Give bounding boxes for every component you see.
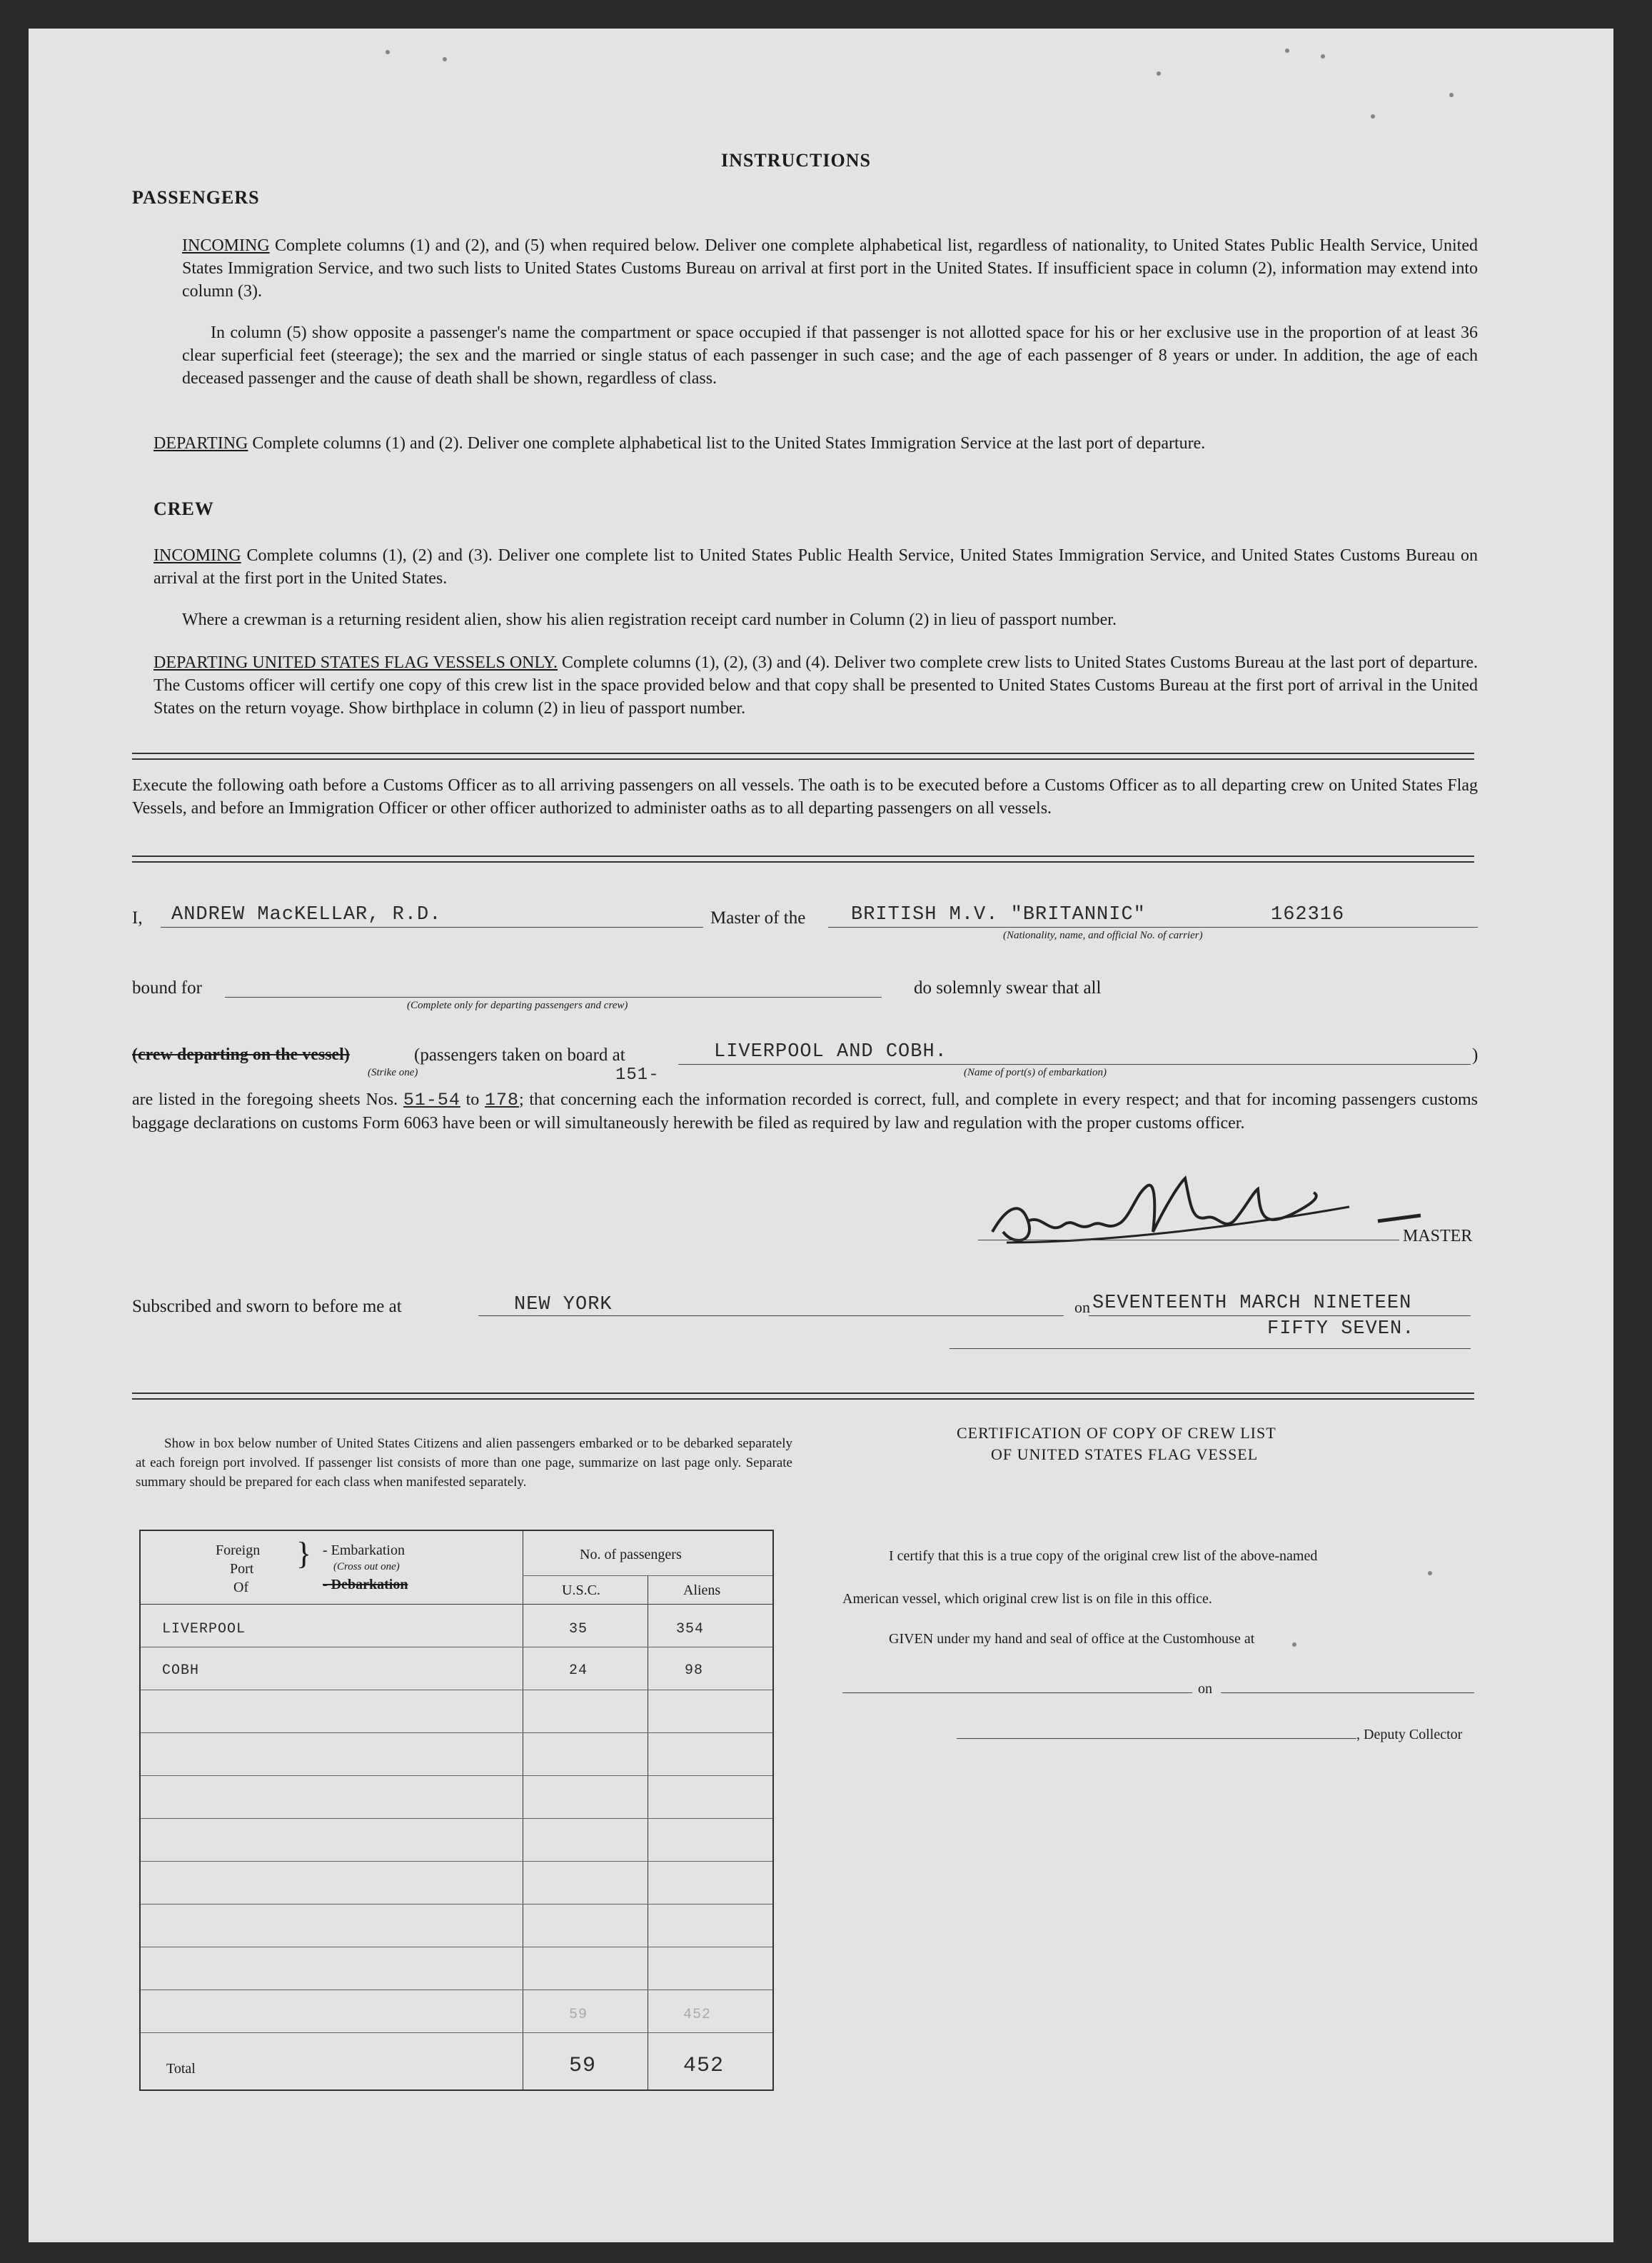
passengers-departing-text: Complete columns (1) and (2). Deliver one complete alphabetical list to the United States Immigration Service at the last port of departure. bbox=[252, 434, 1206, 453]
cert-title-1: CERTIFICATION OF COPY OF CREW LIST bbox=[957, 1424, 1276, 1442]
sheet-from: 51-54 bbox=[403, 1090, 460, 1110]
passengers-incoming-paragraph bbox=[182, 234, 1478, 303]
master-signature bbox=[978, 1164, 1435, 1264]
column5-paragraph: In column (5) show opposite a passenger's name the compartment or space occupied if that passenger is not allotted space for his or her exclusive use in the proportion of at least 36 clear superficial feet (steerage); the sex and the married or single status of each passenger in such case; and the age of each passenger of 8 years or under. In addition, the age of each deceased passenger and the cause of death shall be shown, regardless of class. bbox=[182, 323, 1478, 388]
sheet-to-upper: 151- bbox=[615, 1065, 660, 1085]
total-usc: 59 bbox=[569, 2054, 597, 2078]
scan-speck bbox=[1428, 1571, 1432, 1575]
bound-for-caption: (Complete only for departing passengers and crew) bbox=[407, 1000, 628, 1011]
scan-speck bbox=[1321, 54, 1325, 59]
scan-speck bbox=[386, 50, 390, 54]
vessel-caption: (Nationality, name, and official No. of carrier) bbox=[1003, 930, 1203, 941]
listed-paragraph bbox=[132, 1088, 1478, 1135]
scan-speck bbox=[443, 57, 447, 61]
table-divider bbox=[141, 1604, 772, 1605]
crew-departing-label: DEPARTING UNITED STATES FLAG VESSELS ONLY. bbox=[153, 653, 558, 672]
faint-usc: 59 bbox=[569, 2007, 588, 2023]
instructions-title: INSTRUCTIONS bbox=[721, 150, 871, 171]
divider bbox=[132, 1393, 1474, 1394]
no-passengers-header: No. of passengers bbox=[580, 1547, 682, 1562]
master-label: MASTER bbox=[1403, 1227, 1473, 1245]
given-text: GIVEN under my hand and seal of office at the Customhouse at bbox=[889, 1631, 1255, 1647]
cross-out-caption: (Cross out one) bbox=[333, 1561, 400, 1572]
col-of: Of bbox=[233, 1580, 249, 1595]
listed-label: are listed in the foregoing sheets Nos. bbox=[132, 1090, 398, 1109]
debarkation-label: - Debarkation bbox=[323, 1577, 408, 1592]
passenger-summary-table bbox=[139, 1530, 774, 2091]
bound-for-line bbox=[225, 997, 882, 998]
row-line bbox=[141, 1818, 772, 1819]
table-divider bbox=[523, 1575, 772, 1576]
crew-departing-text: Complete columns (1), (2), (3) and (4). Deliver two complete crew lists to United States Customs Bureau at the last port of departure. The Customs officer will certify one copy of this crew list in the space provided below and that copy shall be presented to United States Customs Bureau at the first port of arrival in the United States on the return voyage. Show birthplace in column (2) in lieu of passport number. bbox=[153, 653, 1478, 718]
ports-caption: (Name of port(s) of embarkation) bbox=[964, 1067, 1107, 1078]
official-number: 162316 bbox=[1271, 904, 1345, 925]
close-paren: ) bbox=[1472, 1045, 1479, 1065]
date-line-2: FIFTY SEVEN. bbox=[1267, 1318, 1415, 1340]
scan-speck bbox=[1292, 1642, 1296, 1647]
vessel-line bbox=[828, 927, 1478, 928]
extra-date-line bbox=[950, 1348, 1471, 1349]
date-line bbox=[1089, 1315, 1471, 1316]
master-name-line bbox=[161, 927, 703, 928]
scan-speck bbox=[1449, 93, 1454, 97]
strike-caption: (Strike one) bbox=[368, 1067, 418, 1078]
crew-heading: CREW bbox=[153, 498, 214, 519]
listed-rest: ; that concerning each the information recorded is correct, full, and complete in every respect; and that for incoming passengers customs baggage declarations on customs Form 6063 have been or will simultaneously herewith be filed as required by law and regulation with the proper customs officer. bbox=[132, 1090, 1479, 1133]
usc-header: U.S.C. bbox=[562, 1582, 600, 1598]
cert-title-2: OF UNITED STATES FLAG VESSEL bbox=[991, 1445, 1259, 1463]
master-of-label: Master of the bbox=[710, 908, 806, 928]
divider bbox=[132, 1398, 1474, 1400]
row-line bbox=[141, 1989, 772, 1990]
bound-for-label: bound for bbox=[132, 978, 202, 998]
scan-speck bbox=[1371, 114, 1375, 119]
crew-departing-struck: (crew departing on the vessel) bbox=[132, 1045, 350, 1064]
scan-speck bbox=[1285, 49, 1289, 53]
row-line bbox=[141, 1775, 772, 1776]
divider bbox=[132, 758, 1474, 760]
crew-resident-paragraph: Where a crewman is a returning resident alien, show his alien registration receipt card number in Column (2) in lieu of passport number. bbox=[182, 611, 1117, 629]
divider bbox=[132, 855, 1474, 857]
row-port: COBH bbox=[162, 1662, 200, 1679]
row-usc: 24 bbox=[569, 1662, 588, 1679]
swear-label: do solemnly swear that all bbox=[914, 978, 1102, 998]
sworn-place-line bbox=[478, 1315, 1064, 1316]
aliens-header: Aliens bbox=[683, 1582, 721, 1598]
cert-date-line bbox=[1221, 1692, 1474, 1693]
crew-incoming-text: Complete columns (1), (2) and (3). Deliver one complete list to United States Public Health Service, United States Immigration Service, and United States Customs Bureau on arrival at the first port in the United States. bbox=[153, 546, 1479, 588]
deputy-label: , Deputy Collector bbox=[1356, 1727, 1463, 1742]
passengers-departing-label: DEPARTING bbox=[153, 434, 248, 453]
ports-line bbox=[678, 1064, 1471, 1065]
to-label: to bbox=[465, 1090, 480, 1109]
faint-aliens: 452 bbox=[683, 2007, 712, 2023]
passengers-heading: PASSENGERS bbox=[132, 187, 260, 208]
certify-text-2: American vessel, which original crew list is on file in this office. bbox=[842, 1591, 1212, 1607]
divider bbox=[132, 861, 1474, 863]
certify-text: I certify that this is a true copy of the original crew list of the above-named bbox=[889, 1548, 1318, 1564]
on-label: on bbox=[1074, 1298, 1090, 1316]
scan-speck bbox=[1157, 71, 1161, 76]
date-line-1: SEVENTEENTH MARCH NINETEEN bbox=[1092, 1293, 1412, 1314]
vessel-name: BRITISH M.V. "BRITANNIC" bbox=[851, 904, 1146, 925]
oath-i-label: I, bbox=[132, 908, 143, 928]
passengers-incoming-label: INCOMING bbox=[182, 236, 270, 255]
total-label: Total bbox=[166, 2061, 196, 2077]
embarkation-label: - Embarkation bbox=[323, 1542, 405, 1558]
sheet-to: 178 bbox=[485, 1090, 520, 1110]
crew-departing-paragraph bbox=[153, 651, 1478, 720]
crew-incoming-label: INCOMING bbox=[153, 546, 241, 565]
summary-intro: Show in box below number of United States Citizens and alien passengers embarked or to be debarked separately at each foreign port involved. If passenger list consists of more than one page, summarize on last page only. Separate summary should be prepared for each class when manifested separately. bbox=[136, 1436, 792, 1490]
passengers-departing-paragraph bbox=[153, 432, 1478, 455]
col-port: Port bbox=[230, 1561, 254, 1577]
row-line bbox=[141, 1861, 772, 1862]
deputy-line bbox=[957, 1738, 1356, 1739]
embarkation-ports: LIVERPOOL AND COBH. bbox=[714, 1041, 947, 1063]
sworn-place: NEW YORK bbox=[514, 1294, 613, 1315]
divider bbox=[132, 753, 1474, 754]
row-aliens: 98 bbox=[685, 1662, 704, 1679]
total-aliens: 452 bbox=[683, 2054, 725, 2078]
document-page bbox=[29, 29, 1613, 2242]
brace: } bbox=[296, 1536, 312, 1571]
row-aliens: 354 bbox=[676, 1621, 705, 1637]
oath-intro: Execute the following oath before a Customs Officer as to all arriving passengers on all vessels. The oath is to be executed before a Customs Officer as to all departing crew on United States Flag Vessels, and before an Immigration Officer or other officer authorized to administer oaths as to all departing passengers on all vessels. bbox=[132, 776, 1478, 818]
row-line bbox=[141, 1732, 772, 1733]
cert-on-label: on bbox=[1198, 1681, 1212, 1697]
subscribed-label: Subscribed and sworn to before me at bbox=[132, 1297, 402, 1316]
customhouse-line bbox=[842, 1692, 1192, 1693]
passengers-taken-label: (passengers taken on board at bbox=[414, 1045, 625, 1065]
crew-incoming-paragraph bbox=[153, 544, 1478, 590]
row-line bbox=[141, 2032, 772, 2033]
master-name: ANDREW MacKELLAR, R.D. bbox=[171, 904, 442, 925]
row-port: LIVERPOOL bbox=[162, 1621, 246, 1637]
col-foreign: Foreign bbox=[216, 1542, 261, 1558]
row-line bbox=[141, 1904, 772, 1905]
row-usc: 35 bbox=[569, 1621, 588, 1637]
passengers-incoming-text: Complete columns (1) and (2), and (5) when required below. Deliver one complete alphabetical list, regardless of nationality, to United States Public Health Service, United States Immigration Service, and two such lists to United States Customs Bureau on arrival at first port in the United States. If insufficient space in column (2), information may extend into column (3). bbox=[182, 236, 1479, 301]
